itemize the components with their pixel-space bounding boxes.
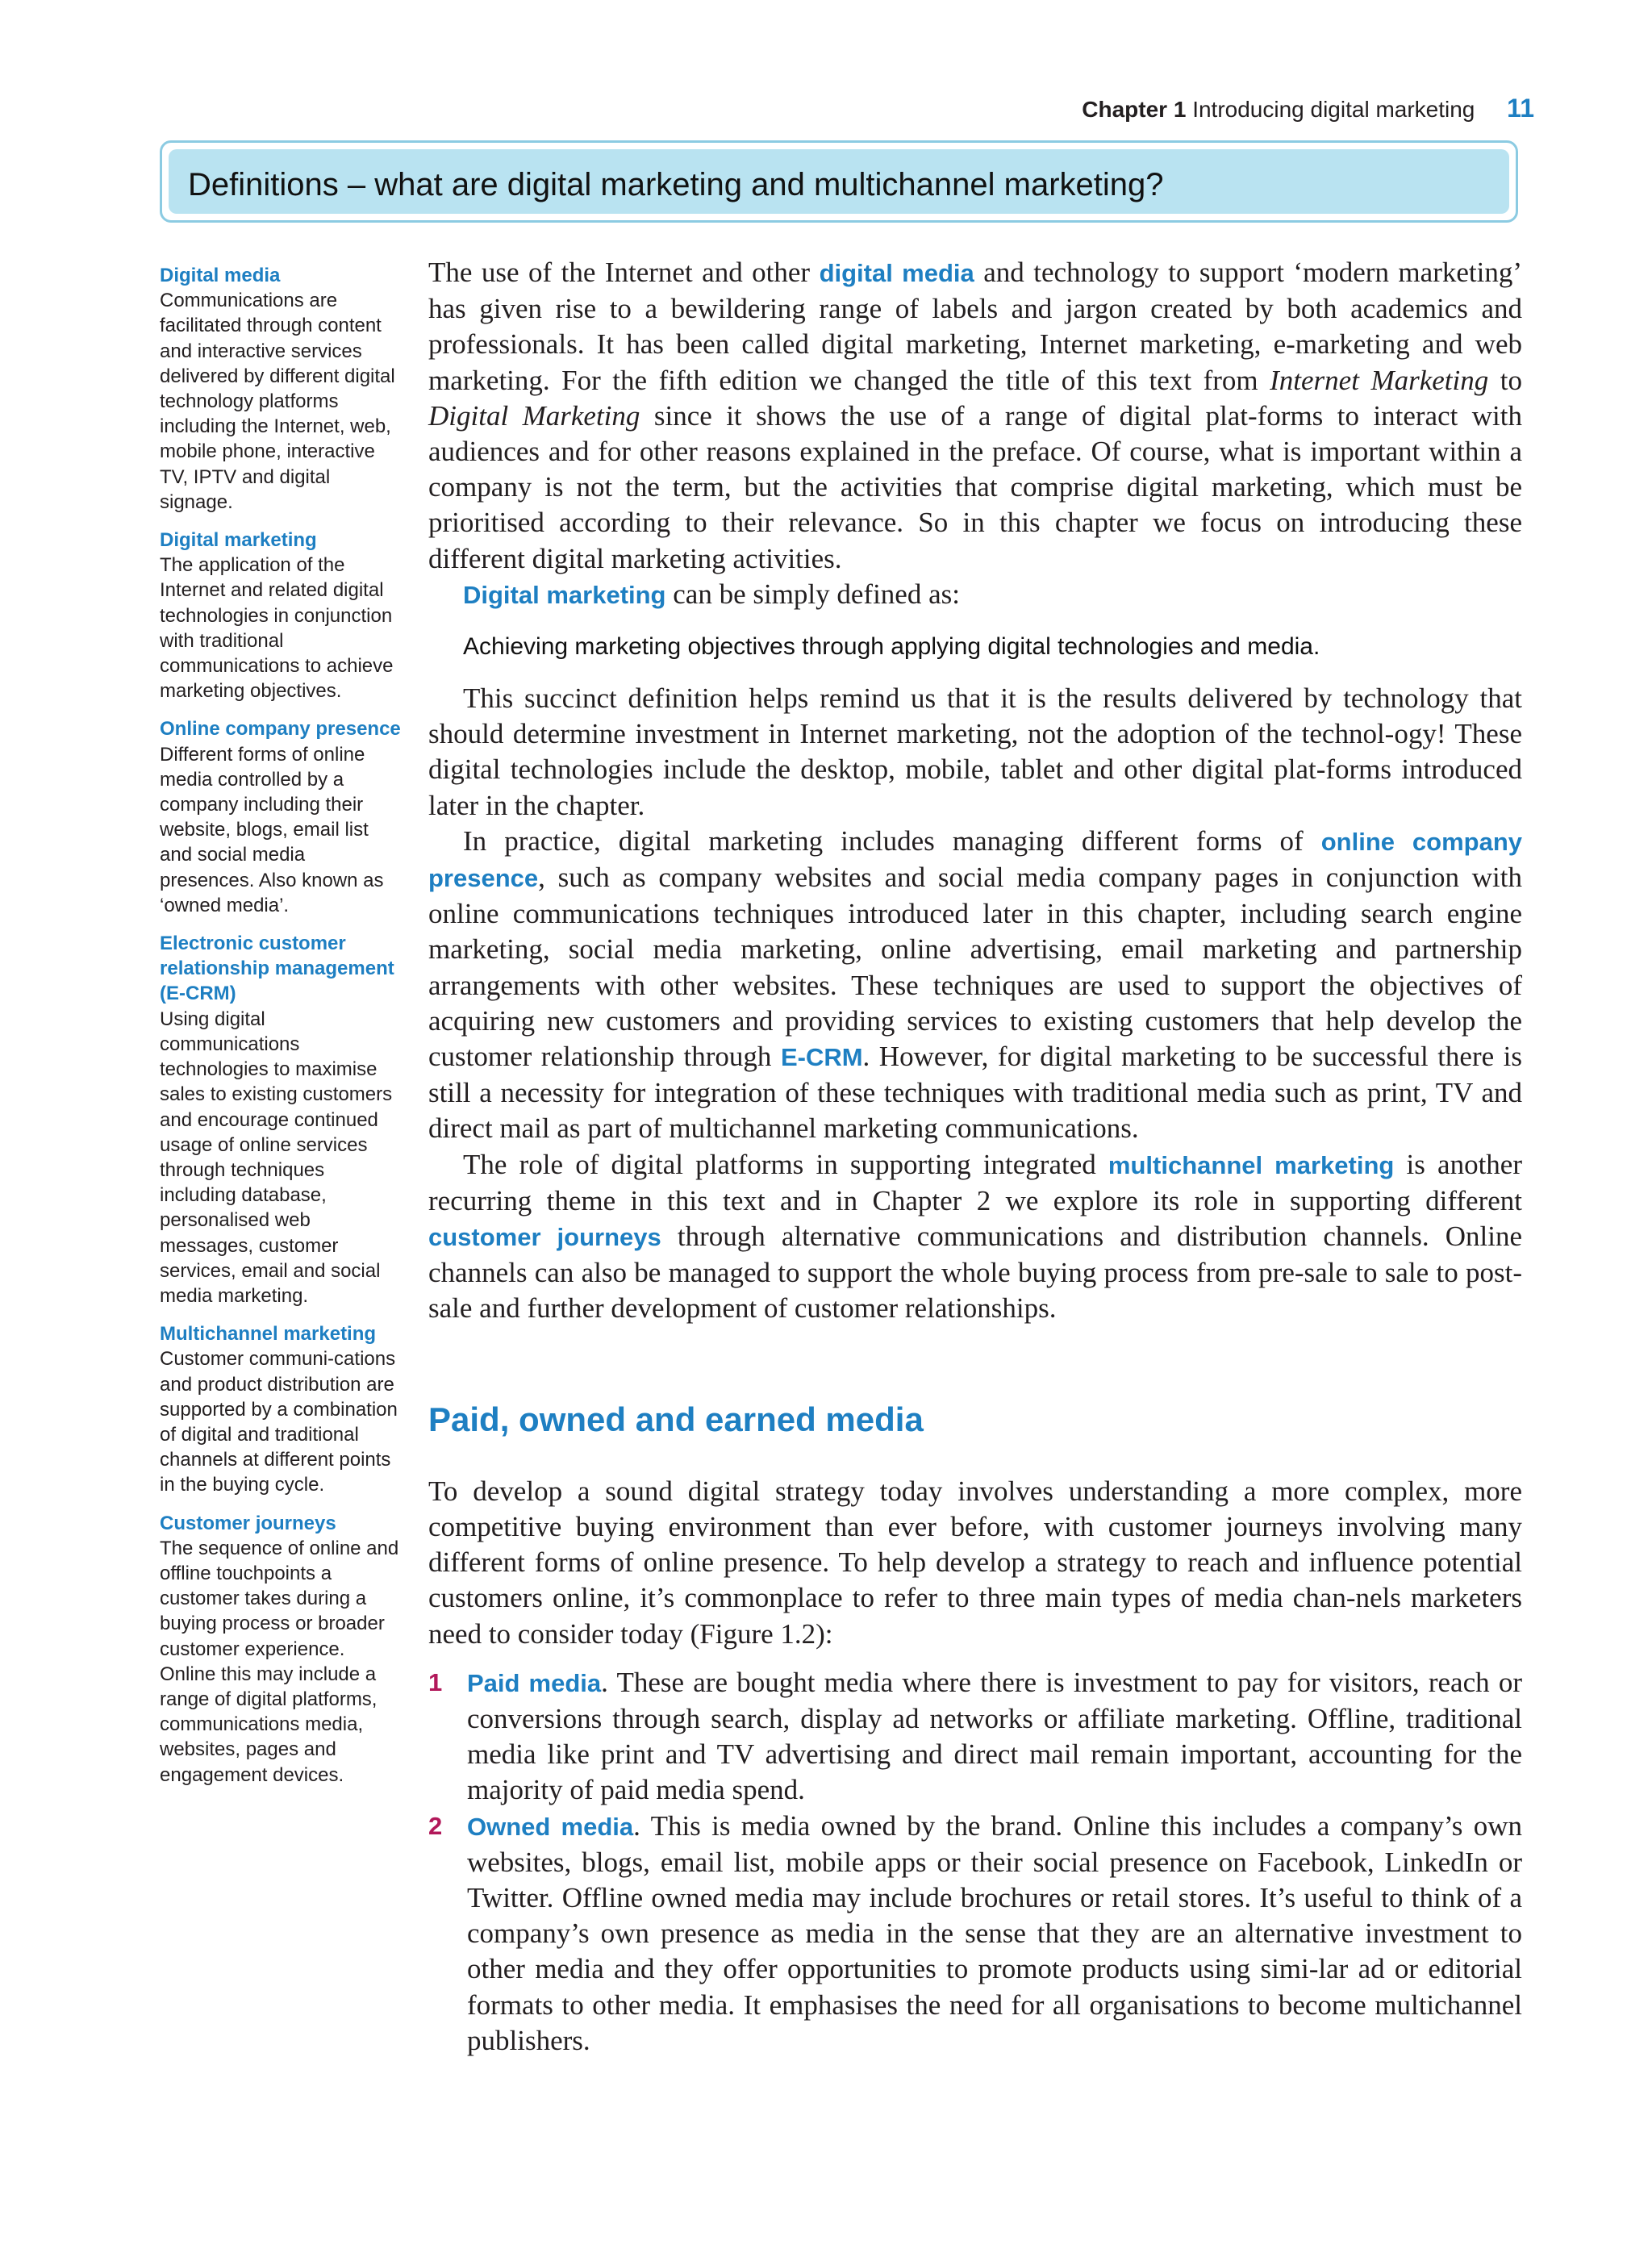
definition-text: Different forms of online media controlled by a company including their website, blogs, email list and social media presences. Also known as ‘owned media’.: [160, 743, 384, 916]
paragraph: [428, 824, 1522, 1147]
definition-term: Multichannel marketing: [160, 1323, 377, 1346]
definitions-box: [160, 140, 1518, 223]
list-item: [428, 1665, 1522, 1809]
text-run: since it shows the use of a range of digital plat-forms to interact with audiences and for other reasons explained in the preface. Of course, what is important within a company is not the term, but the activities that comprise digital marketing, which must be prioritised according to their relevance. So in this chapter we focus on introducing these different digital marketing activities.: [428, 399, 1522, 574]
running-head-title: Introducing digital marketing: [1192, 97, 1475, 122]
definition-term: Customer journeys: [160, 1512, 336, 1534]
page-number: 11: [1507, 94, 1534, 123]
list-number: 1: [428, 1667, 443, 1696]
text-run: The use of the Internet and other: [428, 257, 820, 288]
list-text: . These are bought media where there is investment to pay for visitors, reach or conversions through search, display ad networks or affiliate marketing. Offline, traditional media like print and TV advertising and direct mail remain important, accounting for the majority of paid media spend.: [467, 1666, 1522, 1806]
list-text: . This is media owned by the brand. Online this includes a company’s own websites, blogs, email list, mobile apps or their social presence on Facebook, LinkedIn or Twitter. Offline owned media may include brochures or retail stores. It’s useful to think of a company’s own presence as media in the sense that they are an alternative investment to other media and they offer opportunities to promote products using simi-lar ad or editorial formats to other media. It emphasises the need for all organisations to become multichannel publishers.: [467, 1809, 1522, 2056]
text-run: and technology to support ‘modern marketing’ has given rise to a bewildering range of labels and jargon created by both academics and professionals. It has been called digital marketing, Internet marketing, e-marketing and web marketing. For the fifth edition we changed the title of this text from: [428, 257, 1522, 396]
key-term: multichannel marketing: [1108, 1150, 1395, 1179]
italic-title: Internet Marketing: [1270, 364, 1489, 396]
definition-text: Communications are facilitated through content and interactive services delivered by different digital technology platforms including the Internet, web, mobile phone, interactive TV, IPTV and digital signage.: [160, 290, 395, 513]
definition-text: The application of the Internet and related digital technologies in conjunction with traditional communications to achieve marketing objectives.: [160, 554, 394, 703]
margin-definitions: [160, 263, 402, 1801]
italic-title: Digital Marketing: [428, 399, 640, 432]
definition-term: Online company presence: [160, 718, 401, 741]
section-heading: Paid, owned and earned media: [428, 1400, 924, 1438]
list-term: Paid media: [467, 1668, 602, 1697]
text-run: is another recurring theme in this text and in Chapter 2 we explore its role in supporting different: [428, 1148, 1522, 1216]
definition-text: Using digital communications technologies to maximise sales to existing customers and encourage continued usage of online services through techniques including database, personalised web messages, customer services, email and social media marketing.: [160, 1008, 393, 1307]
text-run: can be simply defined as:: [665, 578, 960, 610]
text-run: through alternative communications and distribution channels. Online channels can also be managed to support the whole buying process from pre-sale to sale to post-sale and further development of customer relationships.: [428, 1221, 1522, 1325]
margin-definition: [160, 1511, 402, 1788]
list-item: [428, 1809, 1522, 2059]
text-run: . However, for digital marketing to be successful there is still a necessity for integration of these techniques with traditional media such as print, TV and direct mail as part of multichannel marketing communications.: [428, 1041, 1522, 1145]
definition-quote: Achieving marketing objectives through applying digital technologies and media.: [463, 633, 1320, 661]
running-head-chapter: Chapter 1: [1082, 97, 1187, 122]
paragraph: To develop a sound digital strategy today involves understanding a more complex, more competitive buying environment than ever before, with customer journeys involving many different forms of online presence. To help develop a strategy to reach and influence potential customers online, it’s commonplace to refer to three main types of media chan-nels marketers need to consider today (Figure 1.2):: [428, 1475, 1522, 1650]
definition-text: Customer communi-cations and product distribution are supported by a combination of digital and traditional channels at different points in the buying cycle.: [160, 1348, 398, 1496]
text-run: The role of digital platforms in supporting integrated: [463, 1148, 1108, 1180]
margin-definition: [160, 263, 402, 515]
definition-term: Electronic customer relationship management (E-CRM): [160, 933, 394, 1005]
list-number: 2: [428, 1811, 443, 1840]
definitions-box-title: Definitions – what are digital marketing and multichannel marketing?: [169, 149, 1509, 214]
definition-term: Digital marketing: [160, 529, 317, 552]
margin-definition: [160, 528, 402, 703]
key-term: E-CRM: [780, 1043, 863, 1072]
running-head: [1082, 94, 1534, 123]
key-term: Digital marketing: [463, 580, 666, 609]
definition-text: The sequence of online and offline touchpoints a customer takes during a buying process or broader customer experience. Online this may include a range of digital platforms, communications media, websites, pages and engagement devices.: [160, 1537, 399, 1786]
paragraph: [428, 577, 1522, 613]
margin-definition: [160, 931, 402, 1308]
list-term: Owned media: [467, 1812, 634, 1841]
key-term: online company presence: [428, 827, 1522, 893]
main-text: [428, 255, 1522, 2059]
text-run: In practice, digital marketing includes managing different forms of: [463, 824, 1321, 857]
key-term: digital media: [819, 259, 974, 287]
margin-definition: [160, 1321, 402, 1497]
text-run: to: [1488, 364, 1522, 396]
paragraph: This succinct definition helps remind us that it is the results delivered by technology that should determine investment in Internet marketing, not the adoption of the technol-ogy! These digital technologies include the desktop, mobile, tablet and other digital plat-forms introduced later in the chapter.: [428, 682, 1522, 821]
text-run: , such as company websites and social media company pages in conjunction with online communications techniques introduced later in this chapter, including search engine marketing, social media marketing, online advertising, email marketing and partnership arrangements with other websites. These techniques are used to support the objectives of acquiring new customers and providing services to existing customers that help develop the customer relationship through: [428, 862, 1522, 1073]
paragraph: [428, 255, 1522, 577]
key-term: customer journeys: [428, 1223, 661, 1252]
definition-term: Digital media: [160, 265, 281, 286]
margin-definition: [160, 716, 402, 918]
paragraph: [428, 1147, 1522, 1327]
